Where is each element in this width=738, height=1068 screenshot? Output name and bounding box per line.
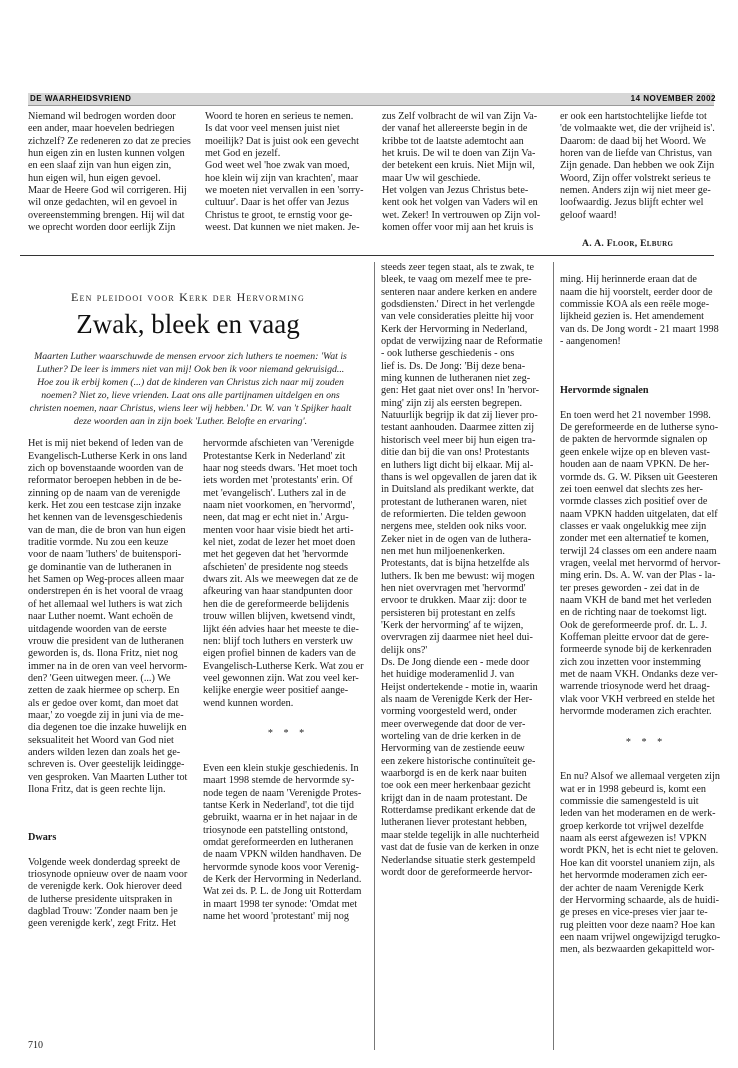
article-column-3: steeds zeer tegen staat, als te zwak, te bleek, te vaag om mezelf mee te pre- senteren naar andere kerken en andere godsdiensten.' Direct in het verlengde van vele consideraties pleitte hij voor Kerk der Hervorming in Nederland, opdat de verwijzing naar de Reformatie - ook lutherse geschiedenis - ons lief is. Ds. De Jong: 'Bij deze bena- ming kunnen de lutheranen niet zeg- gen: Het gaat niet over ons! In 'hervor- ming' zijn zij als eersten begrepen. Natuurlijk begrijp ik dat zij liever pro- testant aanhouden. Daarmee zitten zij historisch veel meer bij hun eigen tra- ditie dan bij die van ons! Protestants en luthers ligt dicht bij elkaar. Mij al- thans is wel opgevallen de jaren dat ik in Duitsland als predikant werkte, dat protestant de lutheranen waren, niet de reformierten. Die telden gewoon nergens mee, stelden ook niks voor. Zeker niet in de ogen van de luthera- nen met hun miljoenenkerken. Protestants, dat is bijna hetzelfde als luthers. Ik ben me bewust: wij mogen hen niet overvragen met 'hervormd' ervoor te drukken. Maar zij: door te persisteren bij protestant en zelfs 'Kerk der hervorming' af te wijzen, overvragen zij daarmee niet heel dui- delijk ons?' Ds. De Jong diende een - mede door het huidige moderamenlid J. van Heijst ondertekende - motie in, waarin als naam de Verenigde Kerk der Her- vorming voorgesteld werd, onder meer overwegende dat door de ver- worteling van de drie kerken in de Hervorming van de zestiende eeuw een zekere historische continuïteit ge- waarborgd is en de kerk naar buiten toe ook een meer herkenbaar gezicht krijgt dan in de naam protestant. De Rotterdamse predikant erkende dat de lutheranen liever protestant hebben, maar stelde tegelijk in alle nuchterheid vast dat de fusie van de kerken in onze Nederlandse situatie sterk gestempeld wordt door de gereformeerde hervor-: [381, 262, 543, 878]
subheading-dwars: Dwars: [28, 832, 57, 843]
article-column-1: [28, 426, 198, 943]
article-title: Zwak, bleek en vaag: [76, 309, 300, 339]
top-article-column-2: Woord te horen en serieus te nemen. Is dat voor veel mensen juist niet moeilijk? Dat is juist ook een gevecht met God en jezelf. God weet wel 'hoe zwak van moed, hoe klein wij zijn van krachten', maar we moeten niet vervallen in een 'sorry- cultuur'. Daar is het offer van Jezus Christus te groot, te ernstig voor ge- weest. Dat kunnen we niet maken. Je-: [205, 111, 364, 234]
paragraph: En nu? Alsof we allemaal vergeten zijn wat er in 1998 gebeurd is, komt een commissie die samengesteld is uit leden van het moderamen en de werk- groep kerkorde tot vrijwel dezelfde naam als eerst afgewezen is! VPKN wordt PKN, het is echt niet te geloven. Hoe kan dit voorstel unaniem zijn, als het hervormde moderamen zich eer- der achter de naam Verenigde Kerk der Hervorming schaarde, als de huidi- ge preses en vice-preses vier jaar te- rug pleitten voor deze naam? Hoe kan een naam vrijwel ongewijzigd terugko- men, als bezwaarden gekapitteld wor-: [560, 771, 721, 956]
issue-date: 14 NOVEMBER 2002: [630, 94, 716, 103]
author-signature: A. A. Floor, Elburg: [582, 238, 674, 249]
article-column-2: [203, 426, 373, 936]
article-lede: Maarten Luther waarschuwde de mensen ervoor zich luthers te noemen: 'Wat is Luther? De leer is immers niet van mij! Ook ben ik voor niemand gekruisigd... Hoe zou ik erbij komen (...) dat de kinderen van Christus zich naar mij zouden noemen? Niet zo, lieve vrienden. Laat ons alle partijnamen uitdelgen en ons christen noemen, naar Christus, wiens leer wij hebben.' Dr. W. van 't Spijker haalt deze woorden aan in zijn boek 'Luther. Belofte en ervaring'.: [29, 351, 352, 427]
paragraph: Het is mij niet bekend of leden van de Evangelisch-Lutherse Kerk in ons land zich op bovenstaande woorden van de reformator beroepen hebben in de be- zinning op de naam van de verenigde kerk. Het zou een testcase zijn inzake het kennen van de levensgeschiedenis van de man, die de bron van hun eigen traditie vormde. Nu zou een keuze voor de naam 'luthers' de buitenspori- ge dominantie van de lutheranen in het Samen op Weg-proces alleen maar onderstrepen én is het vooral de vraag of het allemaal wel luthers is wat zich naar Luther noemt. Want echoën de uitdagende woorden van de eerste vrouw die president van de lutheranen geworden is, ds. Ilona Fritz, niet nog immer na in de oren van veel hervorm- den? 'Geen uitwegen meer. (...) We zetten de zaak hiermee op scherp. En als er gedoe over komt, dan moet dat maar,' zo voegde zij in juni via de me- dia degenen toe die inzake huwelijk en seksualiteit het Woord van God niet anders wilden lezen dan zoals het ge- schreven is. Over geestelijk leidingge- ven gesproken. Van Maarten Luther tot Ilona Fritz, dat is geen rechte lijn.: [28, 438, 188, 795]
paragraph: ming. Hij herinnerde eraan dat de naam die hij voorstelt, eerder door de commissie KOA als een reële moge- lijkheid gezien is. Het amendement van ds. De Jong wordt - 21 maart 1998 - aangenomen!: [560, 274, 719, 348]
page-number: 710: [28, 1040, 43, 1051]
article-kicker: Een pleidooi voor Kerk der Hervorming: [70, 290, 306, 304]
paragraph: Volgende week donderdag spreekt de triosynode opnieuw over de naam voor de verenigde kerk. Ook hierover deed de lutherse presidente uitspraken in dagblad Trouw: 'Zonder naam ben je geen verenigde kerk', zegt Fritz. Het: [28, 856, 188, 930]
column-rule: [374, 262, 375, 1050]
top-article-column-1: Niemand wil bedrogen worden door een ander, maar hoevelen bedriegen zichzelf? Ze redeneren zo dat ze precies hun eigen zin en lusten kunnen volgen en een slaaf zijn van hun eigen zin, hun eigen wil, hun eigen gevoel. Maar de Heere God wil corrigeren. Hij wil onze gedachten, wil en gevoel in overeenstemming brengen. Hij wil dat we oprecht worden door eerlijk Zijn: [28, 111, 191, 234]
section-break-stars: * * *: [267, 728, 309, 740]
paragraph: Even een klein stukje geschiedenis. In maart 1998 stemde de hervormde sy- node tegen de naam 'Verenigde Protes- tantse Kerk in Nederland', tot die tijd gebruikt, waarna er in het najaar in de triosynode een patstelling ontstond, omdat gereformeerden en lutheranen de naam VPKN wilden handhaven. De hervormde synode koos voor Verenig- de Kerk der Hervorming in Nederland. Wat zei ds. P. L. de Jong uit Rotterdam in maart 1998 ter synode: 'Omdat met name het woord 'protestant' mij nog: [203, 762, 362, 923]
article-column-4: [560, 262, 732, 969]
top-article-column-3: zus Zelf volbracht de wil van Zijn Va- der vanaf het allereerste begin in de kribbe tot de laatste ademtocht aan het kruis. De wil te doen van Zijn Va- der betekent een kruis. Niet Mijn wil, maar Uw wil geschiede. Het volgen van Jezus Christus bete- kent ook het volgen van Vaders wil en wet. Zeker! In vertrouwen op Zijn vol- komen offer voor mij aan het kruis is: [382, 111, 541, 234]
section-break-stars: * * *: [625, 736, 667, 748]
paragraph: hervormde afschieten van 'Verenigde Protestantse Kerk in Nederland' zit haar nog steeds dwars. 'Het moet toch iets worden met 'protestants' erin. Of met 'evangelisch'. Luthers zal in de naam niet voorkomen, en 'hervormd', neen, dat mag er echt niet in.' Argu- menten voor haar visie biedt het arti- kel niet, zodat de lezer het moet doen met het gegeven dat het 'hervormde afschieten' de presidente nog steeds dwars zit. Als we meewegen dat ze de afkeuring van haar standpunten door hen die de gereformeerde belijdenis trouw willen blijven, kwetsend vindt, lijkt één advies haar het meeste te die- nen: blijf toch luthers en versterk uw eigen profiel binnen de kaders van de Evangelisch-Lutherse Kerk. Wat zou er veel gewonnen zijn. Wat zou veel ker- kelijke energie weer positief aange- wend kunnen worden.: [203, 438, 364, 709]
paragraph: En toen werd het 21 november 1998. De gereformeerde en de lutherse syno- de pakten de hervormde signalen op geen enkele wijze op en bleven vast- houden aan de naam VPKN. De her- vormde ds. G. W. Piksen uit Geesteren zei toen eenwel dat slechts zes her- vormde classes zich positief over de naam VPKN hadden uitgelaten, dat elf classes er vaak ongelukkig mee zijn zonder met een alternatief te komen, terwijl 24 classes om een andere naam vragen, veelal met hervormd of hervor- ming erin. Ds. A. W. van der Plas - la- ter preses geworden - zei dat in de naam VKH de band met het verleden en de richting naar de toekomst ligt. Ook de gereformeerde prof. dr. L. J. Koffeman pleitte ervoor dat de gere- formeerde synode bij de kerkenraden zich zou inzetten voor instemming met de naam VKH. Ondanks deze ver- warrende triosynode werd het draag- vlak voor VKH verbreed en stelde het hervormde moderamen zich erachter.: [560, 409, 721, 718]
section-divider: [20, 255, 714, 256]
publication-name: DE WAARHEIDSVRIEND: [30, 94, 132, 103]
top-article-column-4: er ook een hartstochtelijke liefde tot 'de volmaakte wet, die der vrijheid is'. Daarom: de daad bij het Woord. We horen van de liefde van Christus, van Zijn genade. Dan hebben we ook Zijn Woord, Zijn offer volstrekt serieus te nemen. Anders zijn wij niet meer ge- loofwaardig. Jezus blijft echter wel geloof waard!: [560, 111, 715, 221]
column-rule: [553, 262, 554, 1050]
subheading-hervormde-signalen: Hervormde signalen: [560, 385, 649, 397]
